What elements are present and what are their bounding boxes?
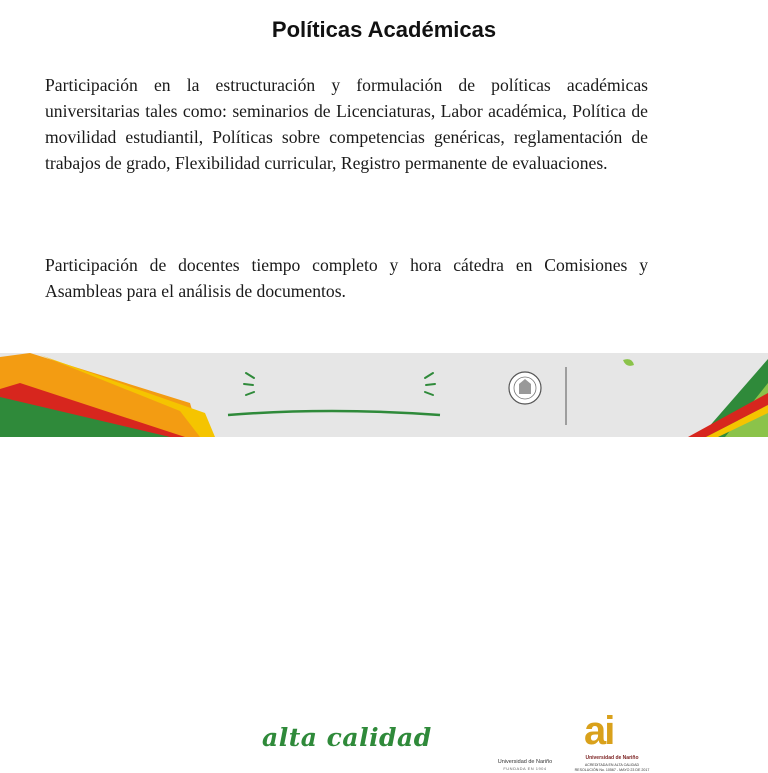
paragraph-policies: Participación en la estructuración y formulación de políticas académicas universitarias tales como: seminarios de Licenciaturas, Labor académica, Política de movilidad estudiantil, Políticas sobre competencias genéricas, reglamentación de trabajos de grado, Flexibilidad curricular, Registro permanente de evaluaciones. xyxy=(45,75,648,173)
paragraph-participation: Participación de docentes tiempo completo y hora cátedra en Comisiones y Asambleas para el análisis de documentos. xyxy=(45,255,648,301)
footer-banner xyxy=(0,353,768,772)
accreditation-text xyxy=(566,763,658,773)
university-name: Universidad de Nariño xyxy=(497,759,553,765)
slogan-text: alta calidad xyxy=(262,723,432,752)
university-tagline: FUNDADA EN 1904 xyxy=(503,766,547,771)
accreditation-logo: ai xyxy=(584,709,614,753)
footer-graphic xyxy=(0,353,768,437)
accreditation-university: Universidad de Nariño xyxy=(585,755,639,761)
slide-title: Políticas Académicas xyxy=(271,17,497,42)
accreditation-line-1: ACREDITADA EN ALTA CALIDAD xyxy=(584,763,640,767)
accreditation-line-2: RESOLUCIÓN No. 10567 - MAYO 23 DE 2017 xyxy=(574,768,650,772)
university-seal-icon xyxy=(509,372,541,404)
